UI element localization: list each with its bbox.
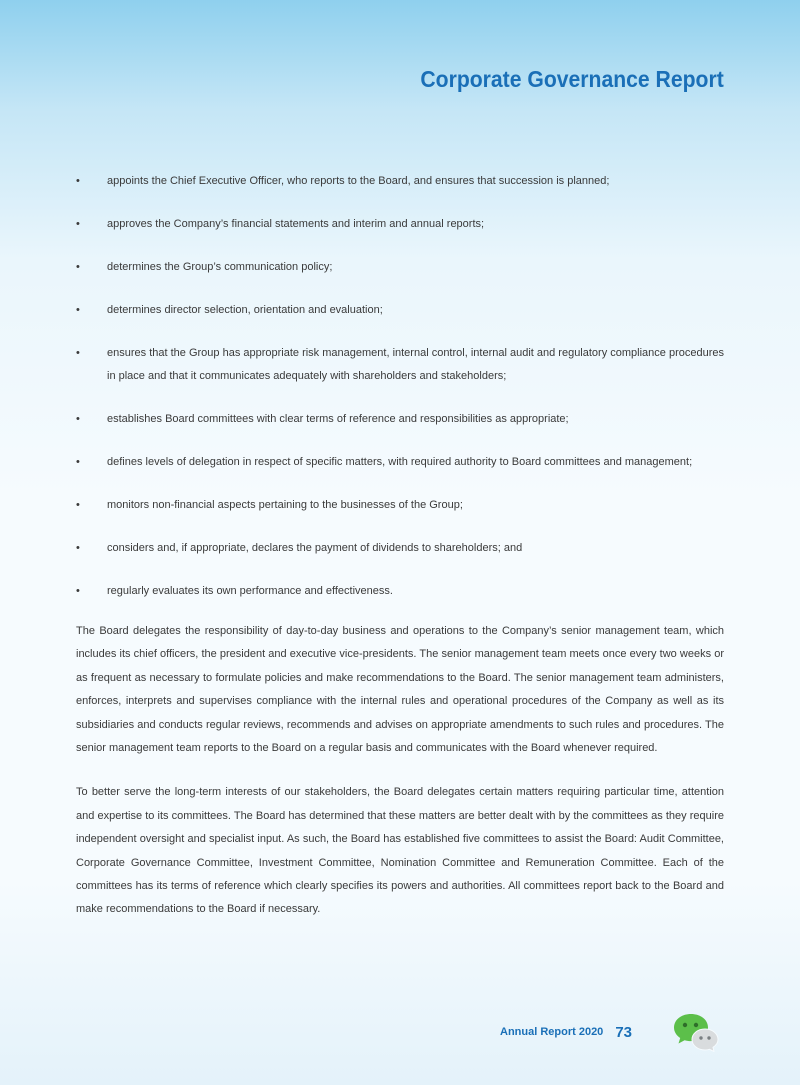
- list-item: [76, 299, 724, 322]
- page-number: 73: [615, 1023, 632, 1041]
- list-item-text: regularly evaluates its own performance and effectiveness.: [107, 585, 393, 597]
- list-item: [76, 537, 724, 560]
- list-item: [76, 580, 724, 603]
- bullet-icon: •: [76, 218, 80, 230]
- list-item: [76, 408, 724, 431]
- list-item-text: determines director selection, orientation and evaluation;: [107, 304, 383, 316]
- bullet-icon: •: [76, 413, 80, 425]
- bullet-icon: •: [76, 542, 80, 554]
- list-item-text: appoints the Chief Executive Officer, who reports to the Board, and ensures that succession is planned;: [107, 175, 610, 187]
- bullet-icon: •: [76, 499, 80, 511]
- bullet-icon: •: [76, 585, 80, 597]
- list-item: [76, 256, 724, 279]
- list-item: [76, 342, 724, 388]
- list-item-text: defines levels of delegation in respect of specific matters, with required authority to Board committees and management;: [107, 456, 693, 468]
- list-item: [76, 170, 724, 193]
- report-label: Annual Report 2020: [500, 1026, 604, 1038]
- page-title: Corporate Governance Report: [420, 66, 724, 92]
- list-item-text: establishes Board committees with clear terms of reference and responsibilities as appropriate;: [107, 413, 569, 425]
- responsibilities-list: [76, 170, 724, 623]
- list-item: [76, 494, 724, 517]
- body-text: [76, 620, 724, 943]
- list-item: [76, 451, 724, 474]
- list-item-text: considers and, if appropriate, declares the payment of dividends to shareholders; and: [107, 542, 523, 554]
- page-footer: [500, 1016, 720, 1048]
- list-item-text: determines the Group’s communication policy;: [107, 261, 333, 273]
- bullet-icon: •: [76, 304, 80, 316]
- bullet-icon: •: [76, 261, 80, 273]
- wechat-icon: [672, 1012, 720, 1052]
- paragraph-committees: To better serve the long-term interests of our stakeholders, the Board delegates certain matters requiring particular time, attention and expertise to its committees. The Board has determined that these matters are better dealt with by the committees as they require independent oversight and specialist input. As such, the Board has established five committees to assist the Board: Audit Committee, Corporate Governance Committee, Investment Committee, Nomination Committee and Remuneration Committee. Each of the committees has its terms of reference which clearly specifies its powers and authorities. All committees report back to the Board and make recommendations to the Board if necessary.: [76, 786, 724, 916]
- paragraph-senior-management: The Board delegates the responsibility of day-to-day business and operations to the Company’s senior management team, which includes its chief officers, the president and executive vice-presidents. The senior management team meets once every two weeks or as frequent as necessary to formulate policies and make recommendations to the Board. The senior management team administers, enforces, interprets and supervises compliance with the internal rules and operational procedures of the Company as well as its subsidiaries and conducts regular reviews, recommends and advises on appropriate amendments to such rules and procedures. The senior management team reports to the Board on a regular basis and communicates with the Board whenever required.: [76, 625, 724, 755]
- list-item-text: monitors non-financial aspects pertaining to the businesses of the Group;: [107, 499, 463, 511]
- bullet-icon: •: [76, 456, 80, 468]
- list-item-text: approves the Company’s financial statements and interim and annual reports;: [107, 218, 485, 230]
- bullet-icon: •: [76, 175, 80, 187]
- list-item-text: ensures that the Group has appropriate risk management, internal control, internal audit and regulatory compliance procedures in place and that it communicates adequately with shareholders and stakeholders;: [107, 347, 724, 382]
- list-item: [76, 213, 724, 236]
- bullet-icon: •: [76, 347, 80, 359]
